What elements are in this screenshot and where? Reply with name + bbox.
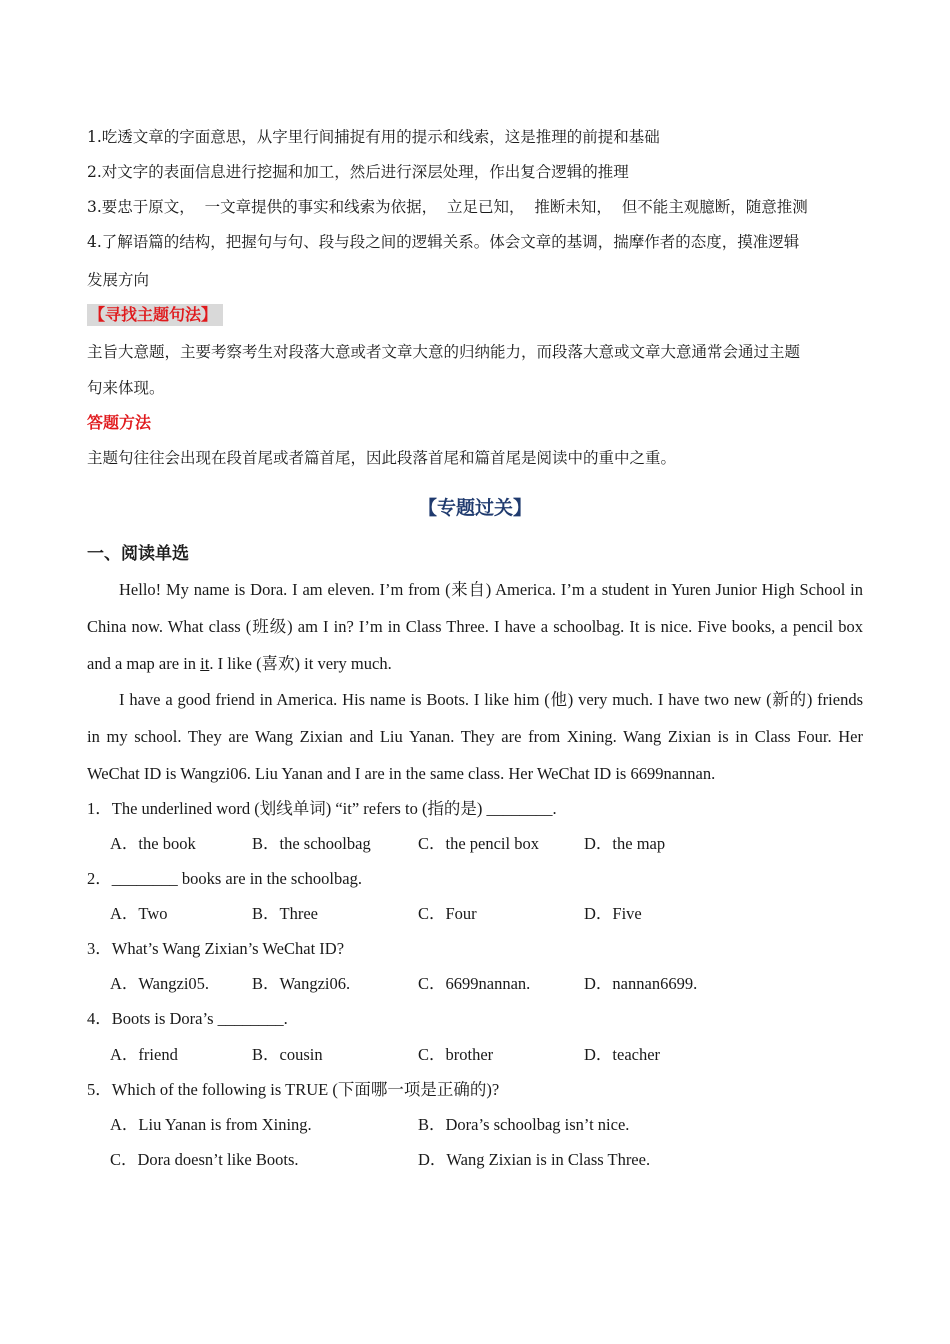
question-2-option-d[interactable]: D．Five	[584, 904, 642, 923]
answer-method-text: 主题句往往会出现在段首尾或者篇首尾，因此段落首尾和篇首尾是阅读中的重中之重。	[87, 449, 677, 467]
question-4-option-b[interactable]: B．cousin	[252, 1045, 323, 1064]
question-5-option-b[interactable]: B．Dora’s schoolbag isn’t nice.	[418, 1115, 630, 1134]
tip-2: 2.对文字的表面信息进行挖掘和加工，然后进行深层处理，作出复合逻辑的推理	[87, 163, 629, 181]
question-4-option-a[interactable]: A．friend	[110, 1045, 178, 1064]
question-2-stem: 2．________ books are in the schoolbag.	[87, 869, 362, 888]
question-3-option-a[interactable]: A．Wangzi05.	[110, 974, 210, 993]
question-5-stem: 5．Which of the following is TRUE (下面哪一项是正确的)?	[87, 1080, 500, 1099]
question-1-stem: 1．The underlined word (划线单词) “it” refers to (指的是) ________.	[87, 799, 557, 818]
topic-method-desc-2: 句来体现。	[87, 379, 165, 397]
question-5-option-d[interactable]: D．Wang Zixian is in Class Three.	[418, 1150, 651, 1169]
question-4-option-c[interactable]: C．brother	[418, 1045, 494, 1064]
passage-p1-line-2: China now. What class (班级) am I in? I’m in Class Three. I have a schoolbag. It is nice. Five books, a pencil box	[87, 617, 863, 636]
answer-method-heading: 答题方法	[87, 413, 152, 432]
tip-3: 3.要忠于原文， 一文章提供的事实和线索为依据， 立足已知， 推断未知， 但不能主观臆断，随意推测	[87, 198, 808, 216]
topic-method-tag-row	[87, 304, 863, 326]
part-title: 一、阅读单选	[87, 544, 189, 564]
topic-method-desc-1: 主旨大意题，主要考察考生对段落大意或者文章大意的归纳能力，而段落大意或文章大意通常会通过主题	[87, 343, 801, 361]
topic-method-tag: 【寻找主题句法】	[87, 304, 223, 326]
question-5-option-c[interactable]: C．Dora doesn’t like Boots.	[110, 1150, 299, 1169]
question-3-option-b[interactable]: B．Wangzi06.	[252, 974, 351, 993]
question-1-option-d[interactable]: D．the map	[584, 834, 666, 853]
passage-p2-line-2: in my school. They are Wang Zixian and Liu Yanan. They are from Xining. Wang Zixian is in Class Four. Her	[87, 727, 863, 746]
tip-4-line-1: 4.了解语篇的结构，把握句与句、段与段之间的逻辑关系。体会文章的基调，揣摩作者的态度，摸准逻辑	[87, 233, 800, 251]
question-2-option-c[interactable]: C．Four	[418, 904, 477, 923]
passage-p1-line-1: Hello! My name is Dora. I am eleven. I’m from (来自) America. I’m a student in Yuren Junior High School in	[119, 580, 863, 599]
passage-p2-line-1: I have a good friend in America. His name is Boots. I like him (他) very much. I have two new (新的) friends	[119, 690, 863, 709]
underlined-word-it: it	[200, 654, 210, 673]
passage-p1-line-3	[87, 654, 863, 674]
question-3-option-c[interactable]: C．6699nannan.	[418, 974, 531, 993]
question-4-stem: 4．Boots is Dora’s ________.	[87, 1009, 288, 1028]
passage-p1-line-3-pre: and a map are in	[87, 654, 201, 673]
question-3-option-d[interactable]: D．nannan6699.	[584, 974, 698, 993]
question-1-option-c[interactable]: C．the pencil box	[418, 834, 539, 853]
question-4-option-d[interactable]: D．teacher	[584, 1045, 661, 1064]
tip-1: 1.吃透文章的字面意思，从字里行间捕捉有用的提示和线索，这是推理的前提和基础	[87, 128, 660, 146]
passage-p2-line-3: WeChat ID is Wangzi06. Liu Yanan and I are in the same class. Her WeChat ID is 6699nannan.	[87, 764, 716, 783]
question-3-stem: 3．What’s Wang Zixian’s WeChat ID?	[87, 939, 345, 958]
tip-4-line-2: 发展方向	[87, 271, 150, 289]
question-1-option-b[interactable]: B．the schoolbag	[252, 834, 371, 853]
question-2-option-b[interactable]: B．Three	[252, 904, 318, 923]
question-1-option-a[interactable]: A．the book	[110, 834, 196, 853]
passage-p1-line-3-post: . I like (喜欢) it very much.	[209, 654, 392, 673]
section-title: 【专题过关】	[417, 497, 532, 519]
question-5-option-a[interactable]: A．Liu Yanan is from Xining.	[110, 1115, 312, 1134]
question-2-option-a[interactable]: A．Two	[110, 904, 168, 923]
